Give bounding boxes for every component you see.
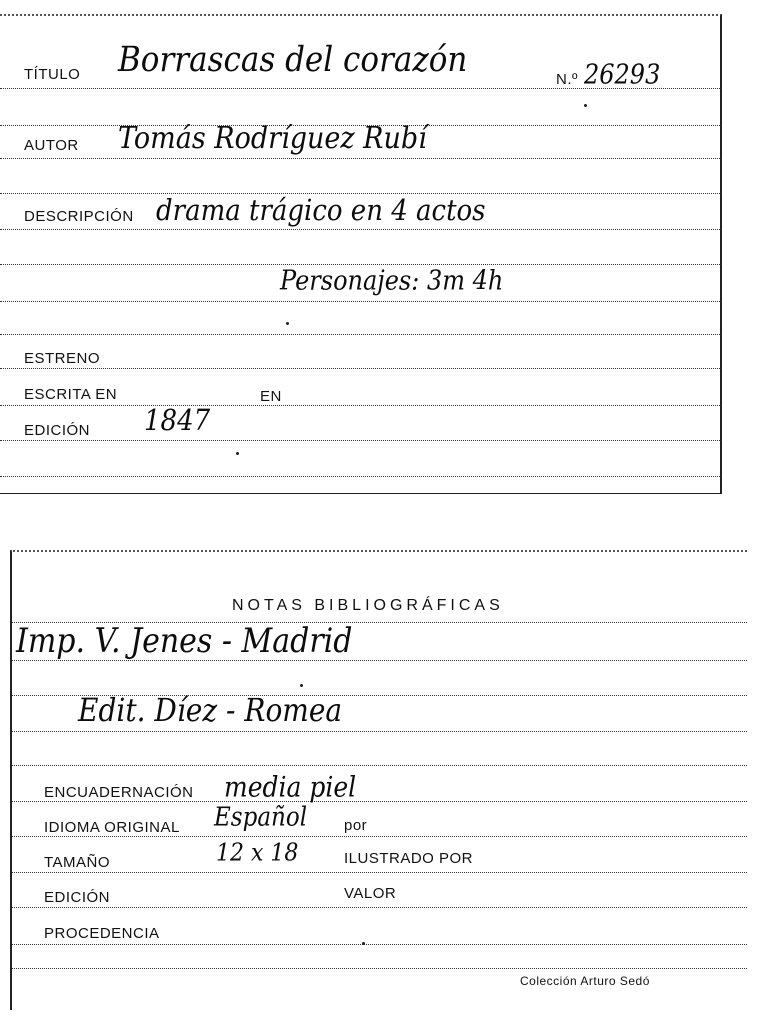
ruled-line <box>0 405 722 406</box>
personajes-value: Personajes: 3m 4h <box>280 264 504 296</box>
ruled-line <box>0 301 722 302</box>
ruled-line <box>12 801 747 802</box>
ink-speck <box>584 104 587 107</box>
numero-label: N.º <box>556 71 578 88</box>
por-label: por <box>344 817 368 834</box>
encuadernacion-value: media piel <box>224 770 357 803</box>
ruled-line <box>12 872 747 873</box>
ink-speck <box>286 322 289 325</box>
tamano-label: TAMAÑO <box>44 854 111 871</box>
numero-value: 26293 <box>584 58 661 90</box>
ruled-line <box>12 765 747 766</box>
edicion-value: 1847 <box>144 404 211 438</box>
ink-speck <box>362 942 365 945</box>
ruled-line <box>0 334 722 335</box>
autor-value: Tomás Rodríguez Rubí <box>118 121 427 156</box>
titulo-label: TÍTULO <box>24 66 81 83</box>
escrita-en-label: ESCRITA EN <box>24 386 118 403</box>
estreno-label: ESTRENO <box>24 350 101 367</box>
edicion-label: EDICIÓN <box>24 422 91 439</box>
ruled-line <box>12 968 747 969</box>
en-label: EN <box>260 388 282 405</box>
descripcion-value: drama trágico en 4 actos <box>156 194 486 228</box>
titulo-value: Borrascas del corazón <box>118 39 468 80</box>
ruled-line <box>0 476 722 477</box>
ruled-line <box>12 836 747 837</box>
note-line-1: Imp. V. Jenes - Madrid <box>16 621 353 661</box>
ruled-line <box>0 440 722 441</box>
procedencia-label: PROCEDENCIA <box>44 925 160 942</box>
valor-label: VALOR <box>344 885 397 902</box>
edicion-label-2: EDICIÓN <box>44 889 111 906</box>
ruled-line <box>0 158 722 159</box>
ruled-line <box>0 368 722 369</box>
note-line-2: Edit. Díez - Romea <box>78 692 343 729</box>
idioma-value: Español <box>214 802 308 832</box>
ink-speck <box>300 684 303 687</box>
idioma-label: IDIOMA ORIGINAL <box>44 819 180 836</box>
ink-speck <box>236 452 239 455</box>
ilustrado-por-label: ILUSTRADO POR <box>344 850 474 867</box>
tamano-value: 12 x 18 <box>216 839 299 867</box>
ruled-line <box>12 944 747 945</box>
ruled-line <box>0 229 722 230</box>
collection-footer: Colección Arturo Sedó <box>520 974 650 988</box>
ruled-line <box>12 907 747 908</box>
descripcion-label: DESCRIPCIÓN <box>24 208 134 225</box>
encuadernacion-label: ENCUADERNACIÓN <box>44 784 194 801</box>
notas-bibliograficas-heading: NOTAS BIBLIOGRÁFICAS <box>232 597 504 614</box>
ruled-line <box>12 731 747 732</box>
autor-label: AUTOR <box>24 137 79 154</box>
